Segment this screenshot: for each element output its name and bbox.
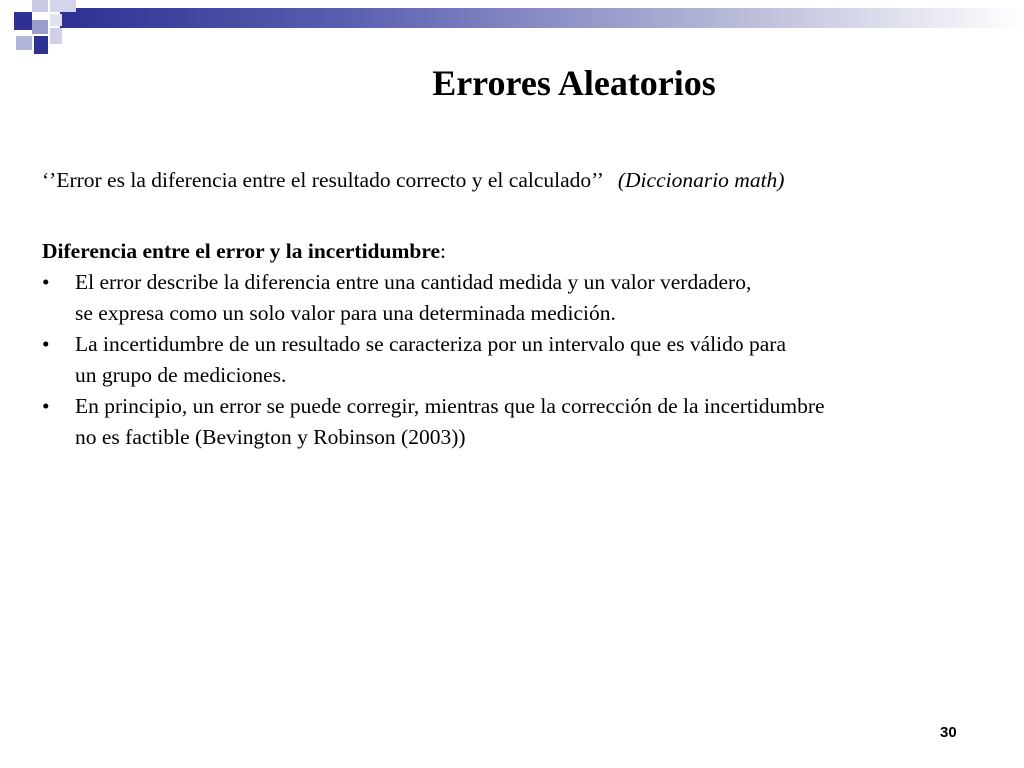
- list-item: [42, 329, 1002, 391]
- bullet-line: En principio, un error se puede corregir, mientras que la corrección de la incertidumbre: [75, 394, 825, 418]
- quote-source: (Diccionario math): [617, 168, 785, 192]
- bullet-marker: •: [42, 394, 50, 418]
- decor-square: [34, 36, 48, 54]
- decor-square: [32, 20, 48, 34]
- bullet-line: El error describe la diferencia entre una cantidad medida y un valor verdadero,: [75, 270, 752, 294]
- slide-body: [42, 236, 1002, 453]
- decor-square: [50, 0, 76, 12]
- page-number: 30: [940, 724, 957, 741]
- bullet-marker: •: [42, 270, 50, 294]
- bullet-line: La incertidumbre de un resultado se caracteriza por un intervalo que es válido para: [75, 332, 786, 356]
- decor-square: [32, 0, 48, 12]
- decor-square: [16, 36, 32, 50]
- list-item: [42, 391, 1002, 453]
- list-item: [42, 267, 1002, 329]
- decor-square: [50, 28, 62, 44]
- bullet-line: se expresa como un solo valor para una determinada medición.: [75, 301, 616, 325]
- slide-title: Errores Aleatorios: [432, 63, 716, 103]
- quote-text: ‘’Error es la diferencia entre el resultado correcto y el calculado’’: [42, 168, 604, 192]
- slide-decoration: [0, 0, 1024, 60]
- decor-square: [50, 14, 62, 26]
- decor-square: [14, 12, 32, 30]
- bullet-line: un grupo de mediciones.: [75, 363, 287, 387]
- bullet-line: no es factible (Bevington y Robinson (2003)): [75, 425, 466, 449]
- section-heading: Diferencia entre el error y la incertidumbre: [42, 239, 441, 263]
- bullet-marker: •: [42, 332, 50, 356]
- definition-quote: [42, 168, 784, 193]
- header-gradient-bar: [60, 8, 1024, 28]
- section-heading-colon: :: [440, 239, 447, 263]
- section-heading-line: [42, 236, 1002, 267]
